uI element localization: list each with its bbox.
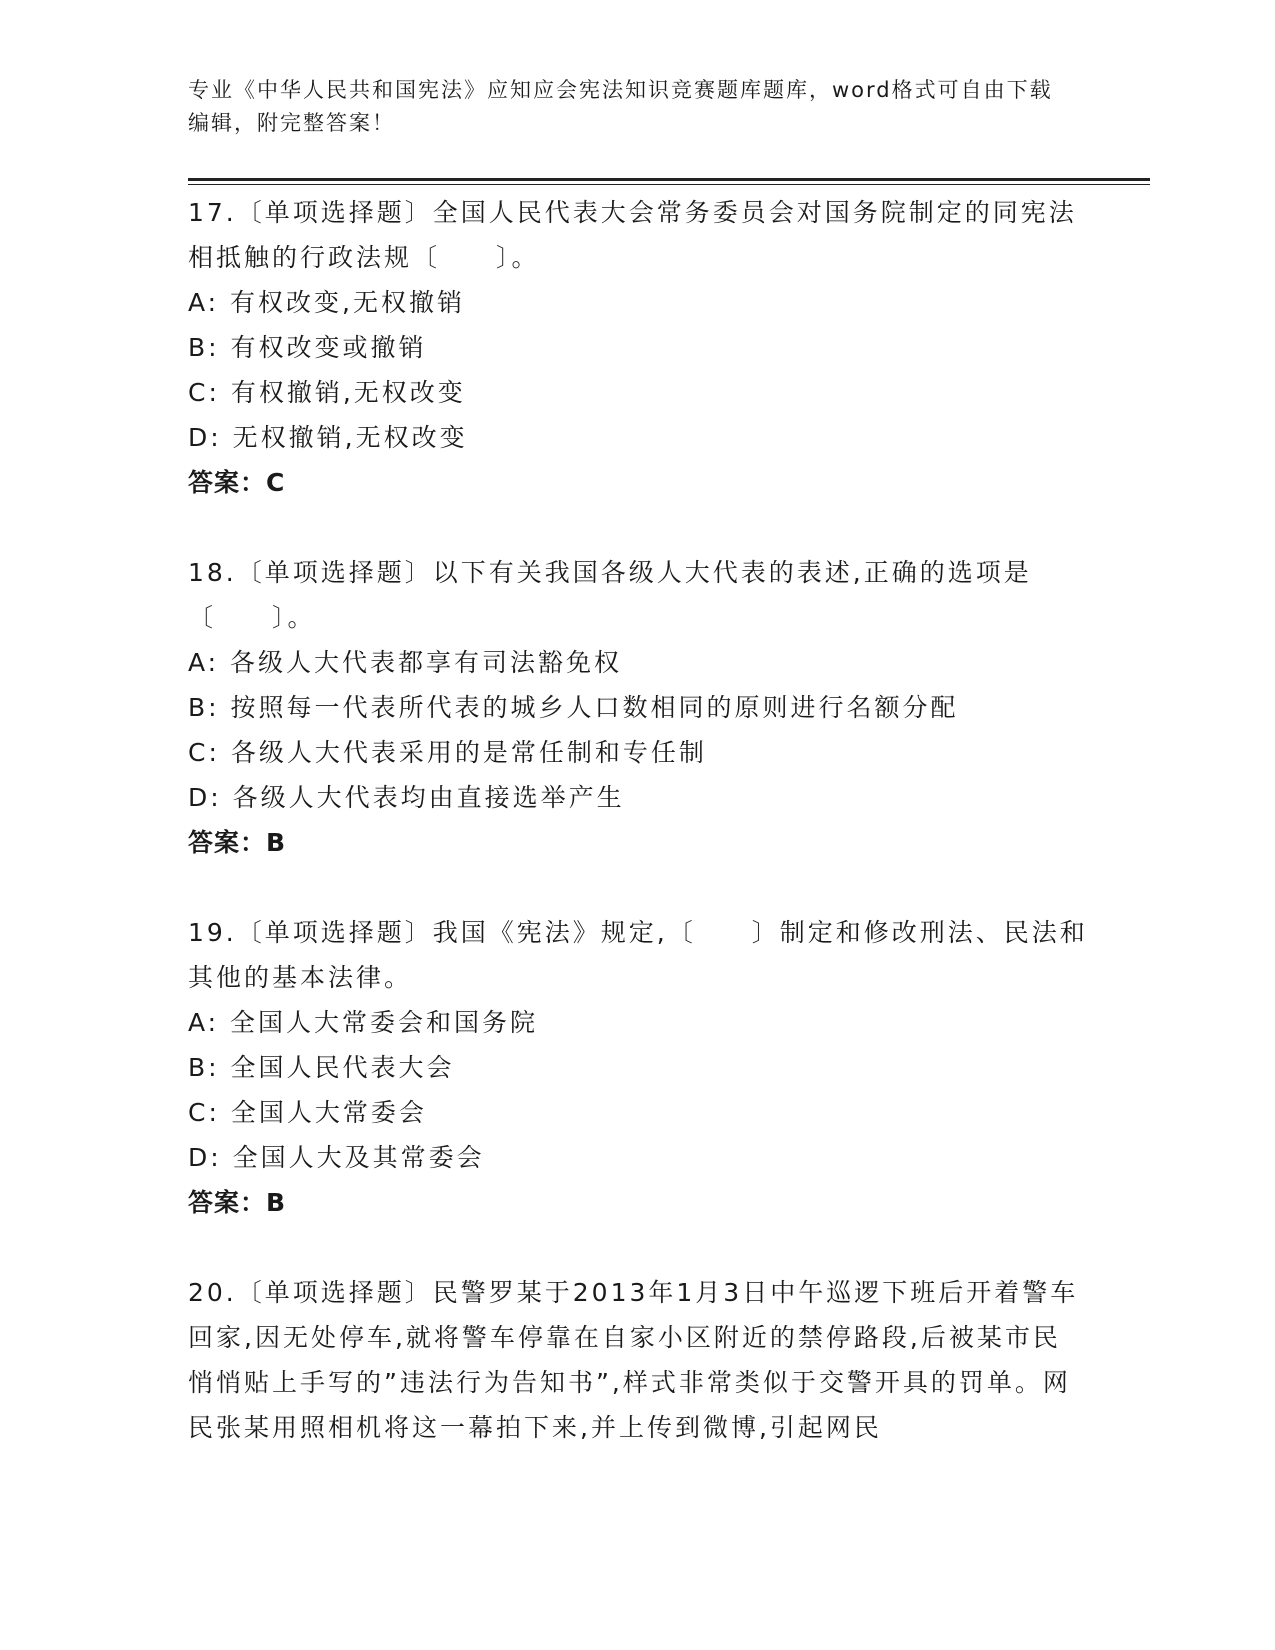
answer-line <box>188 1180 1088 1225</box>
answer-label: 答案： <box>188 828 267 857</box>
answer-value: B <box>266 1188 287 1217</box>
option-a: A: 全国人大常委会和国务院 <box>188 1008 539 1037</box>
answer-label: 答案： <box>188 468 267 497</box>
question-18 <box>188 550 1088 865</box>
question-stem: 20.〔单项选择题〕民警罗某于2013年1月3日中午巡逻下班后开着警车回家,因无处停车,就将警车停靠在自家小区附近的禁停路段,后被某市民悄悄贴上手写的”违法行为告知书”,样式非常类似于交警开具的罚单。网民张某用照相机将这一幕拍下来,并上传到微博,引起网民 <box>188 1278 1079 1442</box>
option-b: B: 按照每一代表所代表的城乡人口数相同的原则进行名额分配 <box>188 693 959 722</box>
question-17 <box>188 190 1088 505</box>
document-header <box>188 74 1068 140</box>
answer-value: B <box>266 828 287 857</box>
question-stem: 18.〔单项选择题〕以下有关我国各级人大代表的表述,正确的选项是〔 〕。 <box>188 558 1032 632</box>
question-stem: 19.〔单项选择题〕我国《宪法》规定,〔 〕制定和修改刑法、民法和其他的基本法律。 <box>188 918 1088 992</box>
answer-line <box>188 820 1088 865</box>
question-19 <box>188 910 1088 1225</box>
option-c: C: 全国人大常委会 <box>188 1098 427 1127</box>
answer-value: C <box>266 468 286 497</box>
option-d: D: 无权撤销,无权改变 <box>188 423 468 452</box>
option-a: A: 各级人大代表都享有司法豁免权 <box>188 648 623 677</box>
option-c: C: 各级人大代表采用的是常任制和专任制 <box>188 738 707 767</box>
question-stem: 17.〔单项选择题〕全国人民代表大会常务委员会对国务院制定的同宪法相抵触的行政法规〔 〕。 <box>188 198 1077 272</box>
option-b: B: 有权改变或撤销 <box>188 333 427 362</box>
header-title: 专业《中华人民共和国宪法》应知应会宪法知识竞赛题库题库，word格式可自由下载编辑，附完整答案！ <box>188 78 1053 135</box>
header-divider-thin <box>188 184 1150 185</box>
answer-label: 答案： <box>188 1188 267 1217</box>
question-20 <box>188 1270 1088 1450</box>
answer-line <box>188 460 1088 505</box>
option-c: C: 有权撤销,无权改变 <box>188 378 466 407</box>
option-d: D: 全国人大及其常委会 <box>188 1143 485 1172</box>
option-b: B: 全国人民代表大会 <box>188 1053 455 1082</box>
option-a: A: 有权改变,无权撤销 <box>188 288 465 317</box>
option-d: D: 各级人大代表均由直接选举产生 <box>188 783 625 812</box>
header-divider <box>188 178 1150 181</box>
